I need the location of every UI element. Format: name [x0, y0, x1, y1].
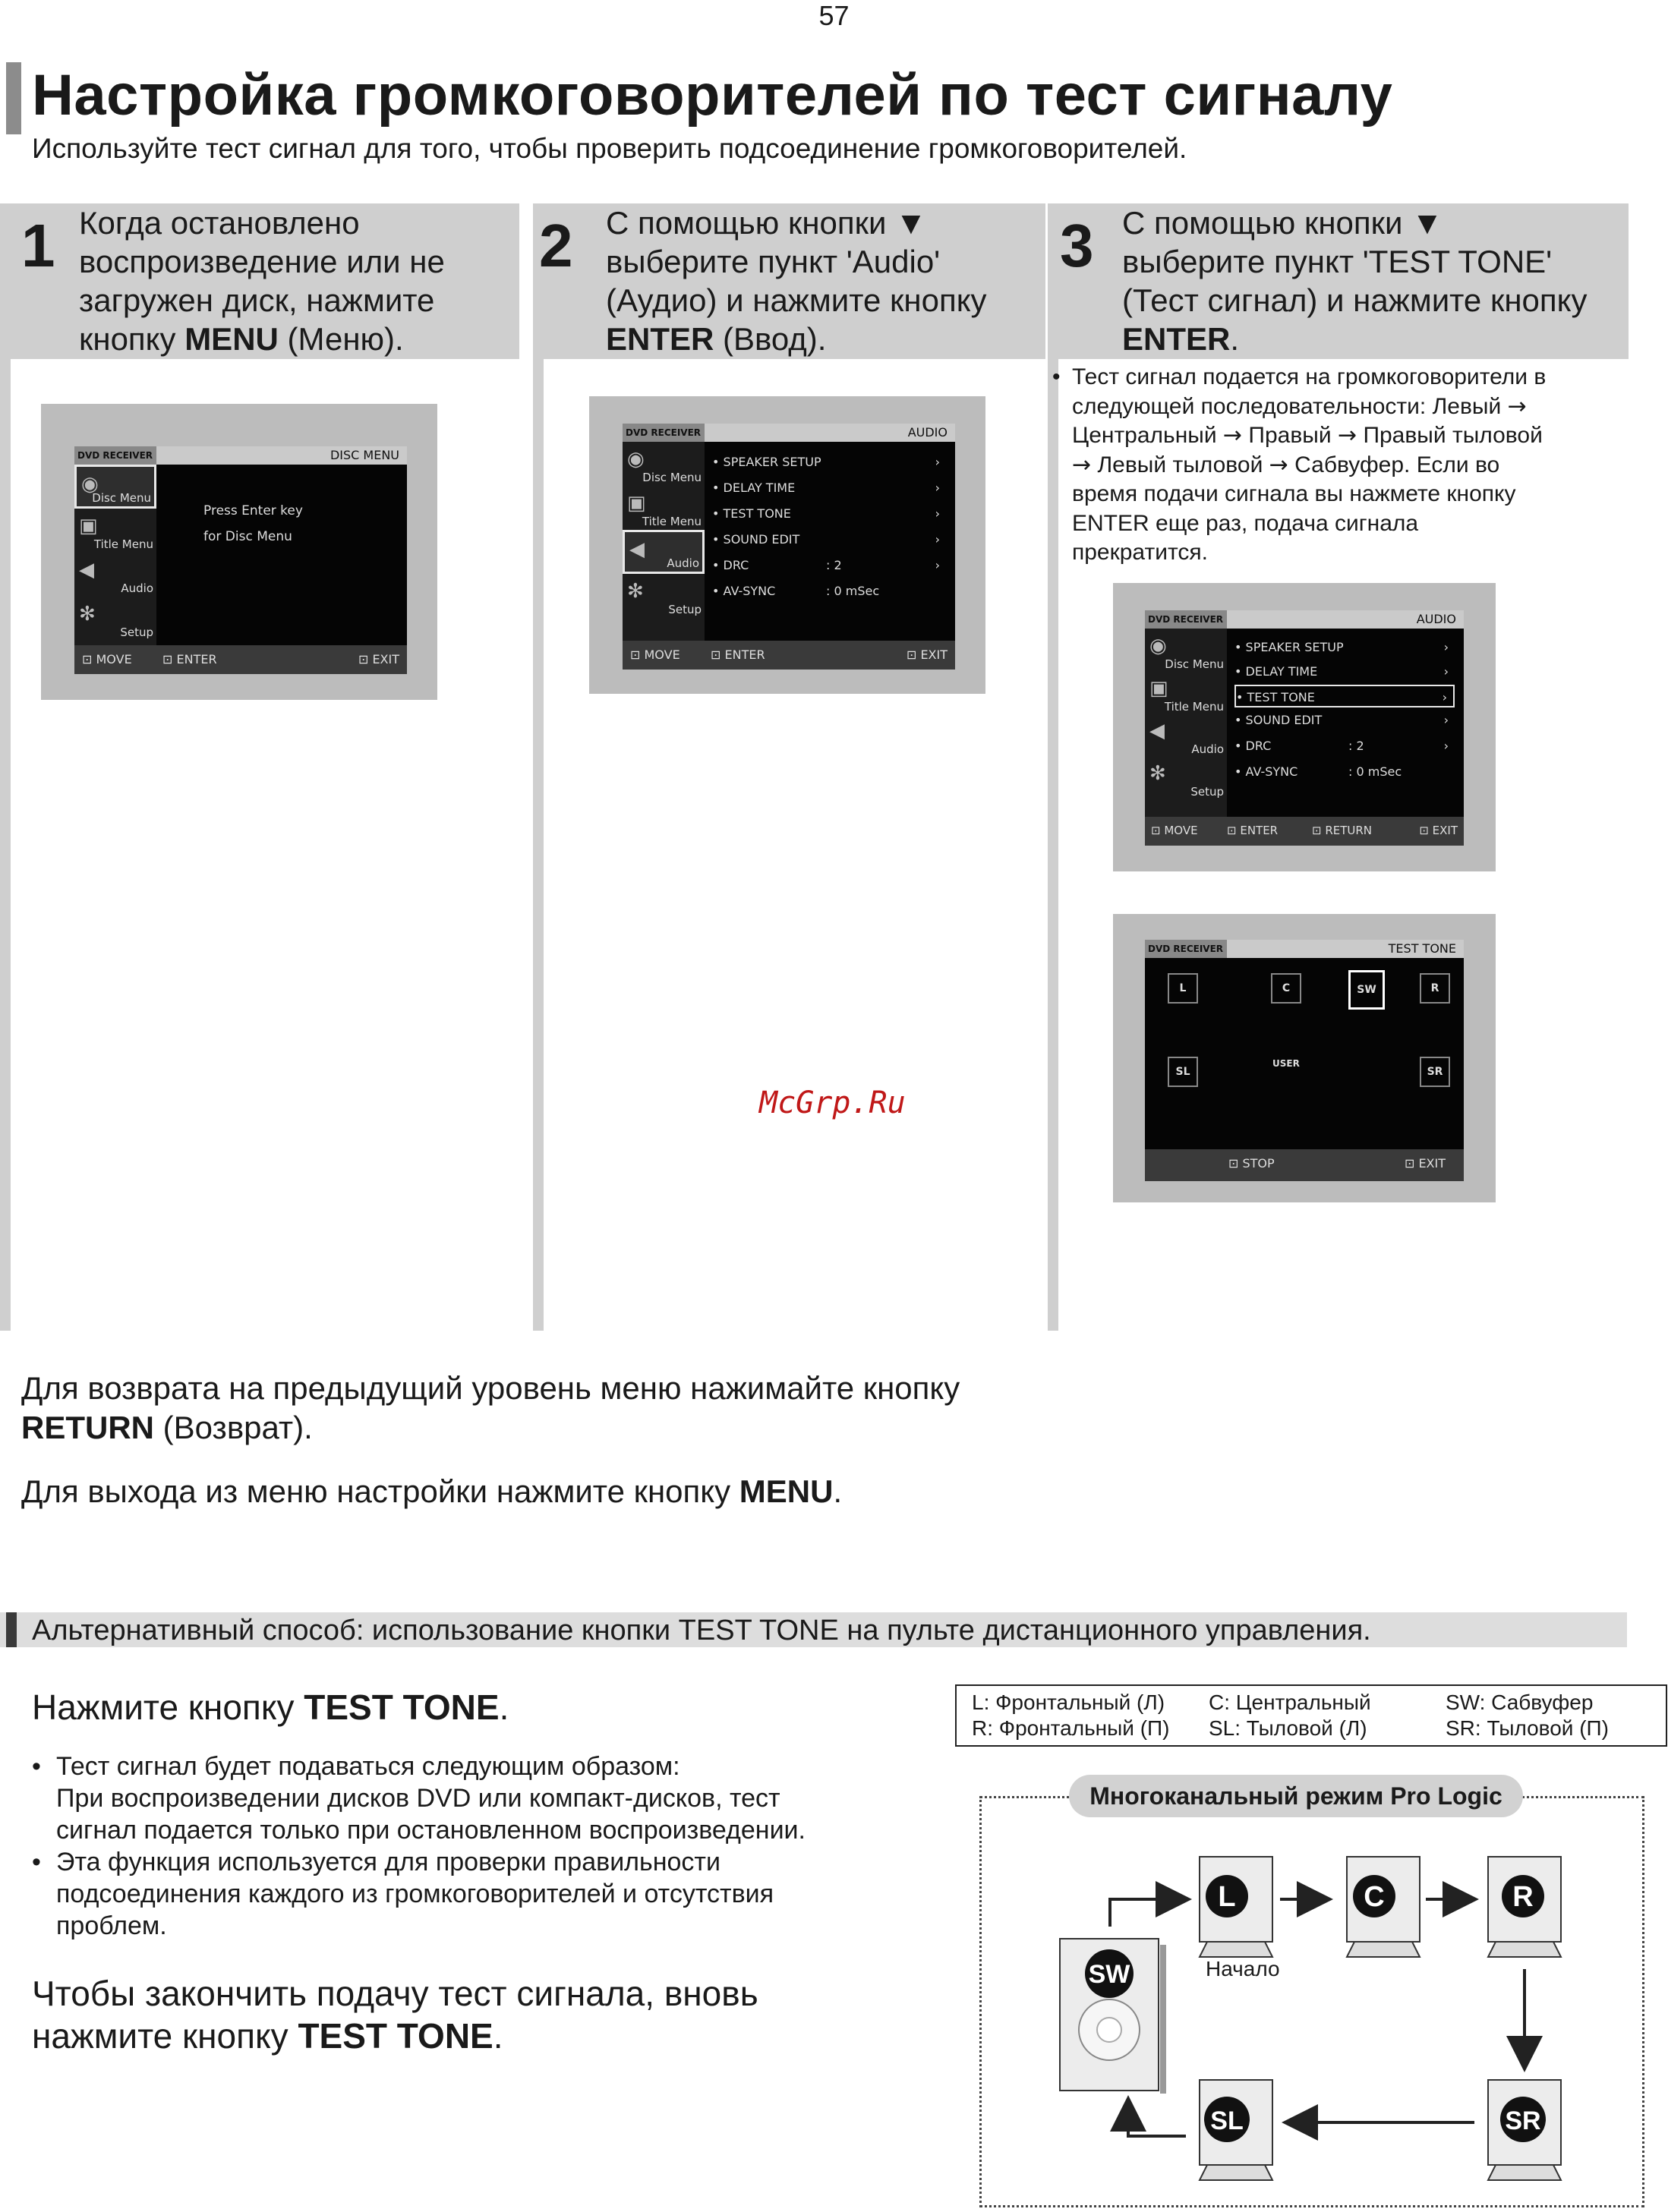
diagram-c-label: C — [1364, 1881, 1385, 1913]
diagram-sw-label: SW — [1088, 1960, 1130, 1989]
l-speaker-icon — [1200, 1857, 1272, 1957]
title-icon: ▣ — [1149, 677, 1168, 700]
page-title: Настройка громкоговорителей по тест сигналу — [32, 63, 1393, 128]
finish-instruction: Чтобы закончить подачу тест сигнала, вновь нажмите кнопку TEST TONE. — [32, 1974, 758, 2056]
step-1-text: Когда остановлено воспроизведение или не загружен диск, нажмите кнопку MENU (Меню). — [79, 205, 445, 357]
start-label: Начало — [1206, 1957, 1280, 1980]
osd-message: Press Enter key for Disc Menu — [203, 503, 303, 544]
side-setup: ✻ Setup — [79, 603, 153, 639]
screen-test-tone-speakers: DVD RECEIVER TEST TONE L C SW R SL USER SR ⊡ STOP ⊡ EXIT — [1113, 914, 1496, 1202]
osd-speaker-r: R — [1420, 973, 1450, 1004]
side-title-menu: ▣ Title Menu — [79, 515, 153, 551]
test-tone-note: • Тест сигнал подается на громкоговорители в следующей последовательности: Левый → Центральный → Правый → Правый тыловой → Левый тыловой → Сабвуфер. Если во время подачи сигнала вы нажмете кнопку ENTER еще раз, подача сигнала прекратится. — [1052, 364, 1547, 565]
step-1-header — [0, 203, 519, 359]
disc-icon: ◉ — [1149, 635, 1167, 657]
step-3-text: С помощью кнопки ▼ выберите пункт 'TEST TONE' (Тест сигнал) и нажмите кнопку ENTER. — [1122, 205, 1588, 357]
exit-instruction: Для выхода из меню настройки нажмите кнопку MENU. — [21, 1473, 843, 1509]
osd-speaker-c: C — [1271, 973, 1301, 1004]
osd-user-label: USER — [1272, 1058, 1300, 1069]
screen-test-tone-select: DVD RECEIVER AUDIO ◉ Disc Menu ▣ Title Menu ◀ Audio ✻ Setup • SPEAKER SETUP › • DELAY TIME › • TEST TONE › • SOUND EDIT › • DRC : 2 › • AV-SYNC : 0 mSec ⊡ MOVE ⊡ ENTER ⊡ RETURN ⊡ EXIT — [1113, 583, 1496, 871]
osd-speaker-sw: SW — [1348, 970, 1385, 1010]
alternative-band: Альтернативный способ: использование кнопки TEST TONE на пульте дистанционного управления. — [0, 1612, 1627, 1647]
bullet-list — [32, 1750, 928, 1942]
screen-disc-menu: DVD RECEIVER DISC MENU ◉ Disc Menu ▣ Title Menu ◀ Audio ✻ Setup Press Enter key for Disc Menu ⊡ MOVE ⊡ ENTER ⊡ EXIT — [41, 404, 437, 700]
press-test-tone: Нажмите кнопку TEST TONE. — [32, 1687, 509, 1727]
page-number: 57 — [818, 0, 850, 31]
gear-icon: ✻ — [1149, 762, 1166, 785]
diagram-sl-label: SL — [1210, 2106, 1244, 2135]
arrow-sw-to-l — [1110, 1899, 1186, 1927]
page-subtitle: Используйте тест сигнал для того, чтобы проверить подсоединение громкоговорителей. — [32, 133, 1187, 164]
column-3-rule — [1048, 359, 1058, 1331]
bullet-item-2: • Эта функция используется для проверки правильности подсоединения каждого из громкоговорителей и отсутствия проблем. — [32, 1848, 774, 1940]
arrow-sl-to-sw — [1128, 2101, 1186, 2136]
diagram-sr-label: SR — [1505, 2106, 1541, 2135]
gear-icon: ✻ — [627, 580, 644, 603]
step-2-text: С помощью кнопки ▼ выберите пункт 'Audio' (Аудио) и нажмите кнопку ENTER (Ввод). — [606, 205, 987, 357]
gear-icon: ✻ — [79, 603, 96, 625]
move-hint: ⊡ MOVE — [82, 652, 132, 666]
step-3-header — [1048, 203, 1629, 359]
sw-speaker-icon — [1060, 1939, 1166, 2094]
watermark: McGrp.Ru — [759, 1086, 906, 1120]
side-audio: ◀ Audio — [79, 559, 153, 595]
column-2-rule — [533, 359, 544, 1331]
exit-hint: ⊡ EXIT — [358, 652, 399, 666]
disc-icon: ◉ — [81, 473, 99, 496]
step-2-number: 2 — [539, 212, 573, 279]
screen-audio-menu: DVD RECEIVER AUDIO ◉ Disc Menu ▣ Title Menu ◀ Audio ✻ Setup • SPEAKER SETUP › • DELAY TIME › • TEST TONE › • SOUND EDIT › • DRC : 2 › • AV-SYNC : 0 mSec ⊡ MOVE ⊡ ENTER ⊡ EXIT — [589, 396, 985, 694]
enter-hint: ⊡ ENTER — [162, 652, 217, 666]
disc-icon: ◉ — [627, 448, 645, 471]
osd-speaker-sl: SL — [1168, 1057, 1198, 1087]
bullet-item-1: • Тест сигнал будет подаваться следующим образом: При воспроизведении дисков DVD или компакт-дисков, тест сигнал подается только при остановленном воспроизведении. — [32, 1752, 806, 1845]
title-icon: ▣ — [79, 515, 98, 537]
speaker-legend: L: Фронтальный (Л) R: Фронтальный (П) C: Центральный SL: Тыловой (Л) SW: Сабвуфер SR: Тыловой (П) — [955, 1684, 1667, 1747]
speaker-icon: ◀ — [79, 559, 94, 581]
column-1-rule — [0, 359, 11, 1331]
step-1-number: 1 — [21, 212, 55, 279]
speaker-sequence-svg — [979, 1796, 1644, 2206]
sr-speaker-icon — [1488, 2080, 1561, 2180]
step-3-number: 3 — [1060, 212, 1094, 279]
side-disc-menu: ◉ Disc Menu — [74, 465, 156, 509]
r-speaker-icon — [1488, 1857, 1561, 1957]
diagram-r-label: R — [1512, 1881, 1534, 1913]
osd-speaker-sr: SR — [1420, 1057, 1450, 1087]
return-instruction: Для возврата на предыдущий уровень меню нажимайте кнопку RETURN (Возврат). — [21, 1370, 960, 1445]
step-2-header — [533, 203, 1045, 359]
osd-speaker-l: L — [1168, 973, 1198, 1004]
diagram-title: Многоканальный режим Pro Logic — [1069, 1775, 1523, 1817]
title-icon: ▣ — [627, 492, 646, 515]
speaker-icon: ◀ — [629, 538, 645, 561]
sl-speaker-icon — [1200, 2080, 1272, 2180]
c-speaker-icon — [1347, 1857, 1420, 1957]
title-accent-bar — [6, 62, 21, 134]
diagram-l-label: L — [1218, 1881, 1236, 1913]
speaker-icon: ◀ — [1149, 720, 1165, 742]
